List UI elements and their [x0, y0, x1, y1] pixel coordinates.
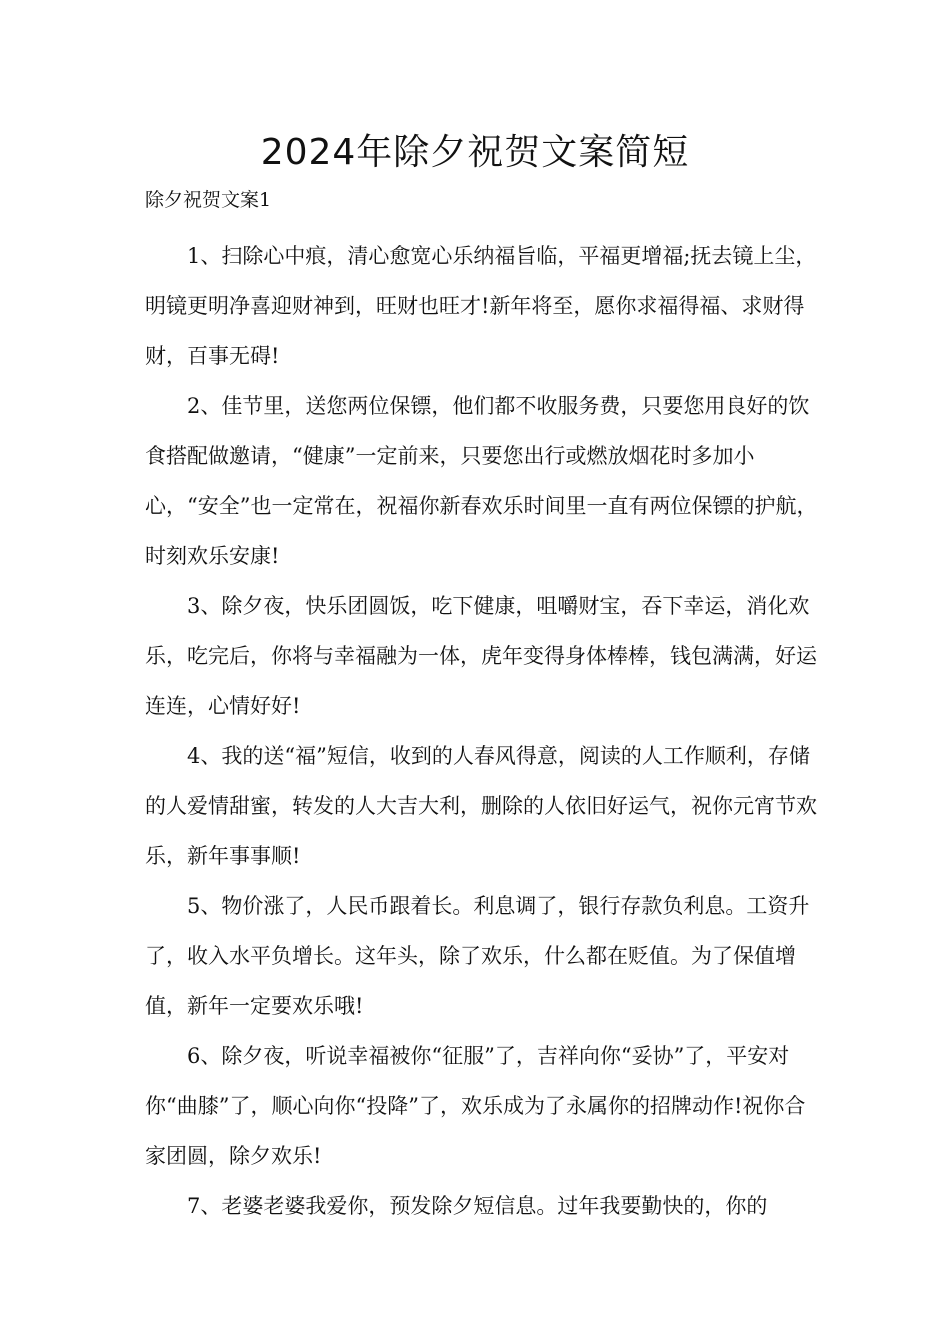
paragraph-4: 4、我的送“福”短信，收到的人春风得意，阅读的人工作顺利，存储的人爱情甜蜜，转发的人大吉大利，删除的人依旧好运气，祝你元宵节欢乐，新年事事顺!	[145, 744, 817, 868]
paragraph-1: 1、扫除心中痕，清心愈宽心乐纳福旨临，平福更增福;抚去镜上尘，明镜更明净喜迎财神到，旺财也旺才!新年将至，愿你求福得福、求财得财，百事无碍!	[145, 244, 817, 368]
paragraph-7: 7、老婆老婆我爱你，预发除夕短信息。过年我要勤快的，你的	[187, 1194, 768, 1218]
paragraph-2: 2、佳节里，送您两位保镖，他们都不收服务费，只要您用良好的饮食搭配做邀请，“健康”一定前来，只要您出行或燃放烟花时多加小心，“安全”也一定常在，祝福你新春欢乐时间里一直有两位保镖的护航，时刻欢乐安康!	[145, 394, 818, 568]
paragraph-5: 5、物价涨了，人民币跟着长。利息调了，银行存款负利息。工资升了，收入水平负增长。这年头，除了欢乐，什么都在贬值。为了保值增值，新年一定要欢乐哦!	[145, 894, 810, 1018]
document-body	[145, 231, 825, 1231]
paragraph-6: 6、除夕夜，听说幸福被你“征服”了，吉祥向你“妥协”了，平安对你“曲膝”了，顺心向你“投降”了，欢乐成为了永属你的招牌动作!祝你合家团圆，除夕欢乐!	[145, 1044, 806, 1168]
section-heading: 除夕祝贺文案1	[145, 189, 272, 211]
paragraph-3: 3、除夕夜，快乐团圆饭，吃下健康，咀嚼财宝，吞下幸运，消化欢乐，吃完后，你将与幸福融为一体，虎年变得身体棒棒，钱包满满，好运连连，心情好好!	[145, 594, 817, 718]
document-title: 2024年除夕祝贺文案简短	[260, 132, 690, 173]
